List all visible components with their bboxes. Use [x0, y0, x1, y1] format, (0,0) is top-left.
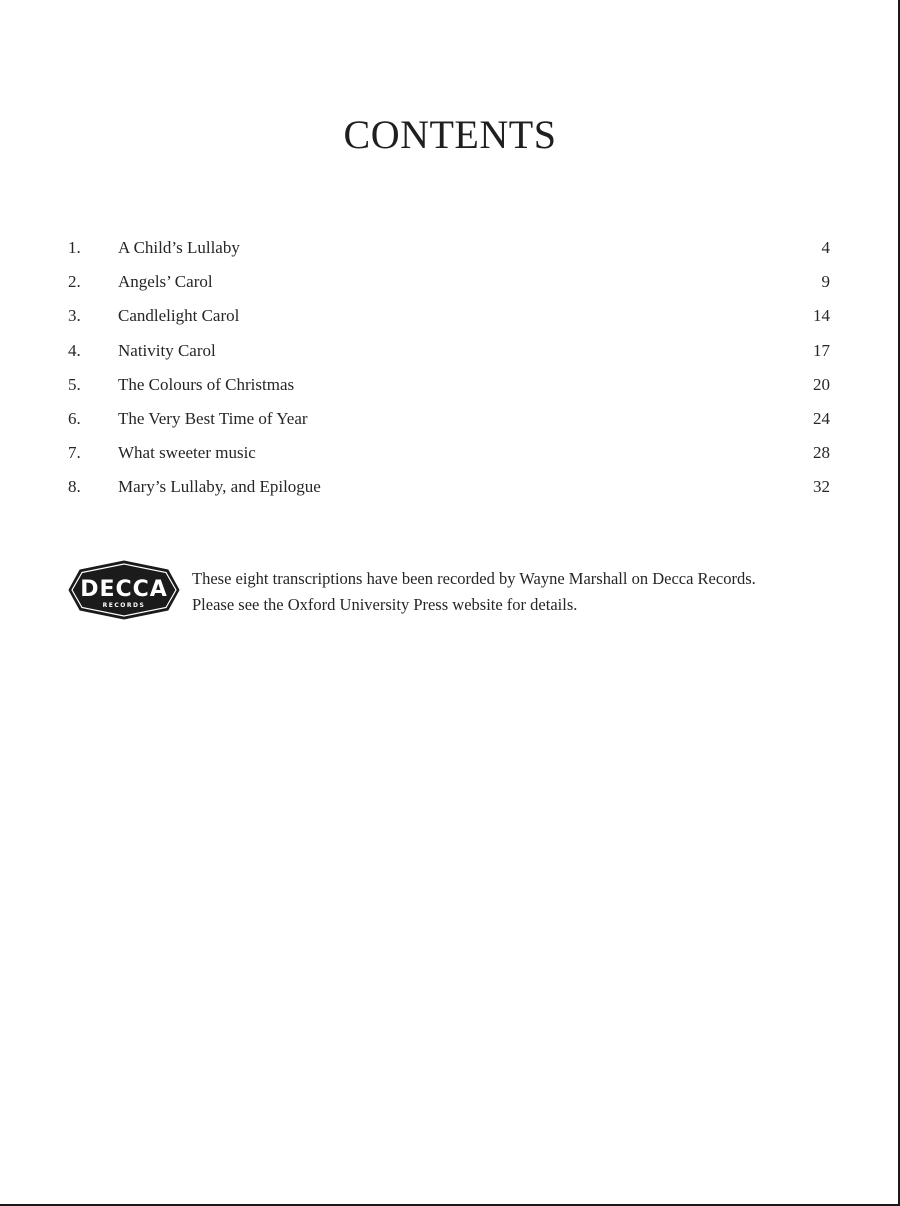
recording-note: [68, 560, 832, 622]
item-number: 4.: [68, 340, 81, 360]
item-page-number: 32: [813, 477, 830, 497]
item-title: The Colours of Christmas: [118, 374, 295, 394]
item-number: 6.: [68, 408, 81, 428]
item-number: 5.: [68, 374, 81, 394]
item-number: 2.: [68, 272, 81, 292]
item-page-number: 20: [813, 374, 830, 394]
decca-logo-sub: RECORDS: [102, 602, 146, 609]
note-line: These eight transcriptions have been recorded by Wayne Marshall on Decca Records.: [192, 569, 756, 588]
note-text: [192, 566, 832, 618]
item-number: 8.: [68, 477, 81, 497]
item-number: 7.: [68, 443, 81, 463]
contents-item: [68, 302, 830, 336]
item-number: 3.: [68, 306, 81, 326]
contents-item: [68, 337, 830, 371]
decca-logo-name: DECCA: [80, 577, 168, 602]
decca-logo: [68, 560, 180, 620]
contents-item: [68, 439, 830, 473]
contents-item: [68, 371, 830, 405]
item-page-number: 4: [821, 238, 830, 257]
item-title: The Very Best Time of Year: [118, 408, 308, 428]
item-title: Mary’s Lullaby, and Epilogue: [118, 477, 321, 497]
item-page-number: 17: [813, 340, 830, 360]
note-line: Please see the Oxford University Press website for details.: [192, 595, 578, 614]
item-title: Angels’ Carol: [118, 272, 213, 292]
contents-item: [68, 473, 830, 507]
item-title: A Child’s Lullaby: [118, 238, 240, 257]
contents-item: [68, 234, 830, 268]
item-page-number: 24: [813, 408, 830, 428]
item-title: What sweeter music: [118, 443, 256, 463]
item-page-number: 9: [821, 272, 830, 292]
item-page-number: 14: [813, 306, 830, 326]
page-title: CONTENTS: [343, 112, 557, 157]
item-number: 1.: [68, 238, 81, 257]
contents-item: [68, 405, 830, 439]
item-title: Candlelight Carol: [118, 306, 240, 326]
contents-item: [68, 268, 830, 302]
item-page-number: 28: [813, 443, 830, 463]
contents-list: [68, 234, 830, 508]
item-title: Nativity Carol: [118, 340, 216, 360]
